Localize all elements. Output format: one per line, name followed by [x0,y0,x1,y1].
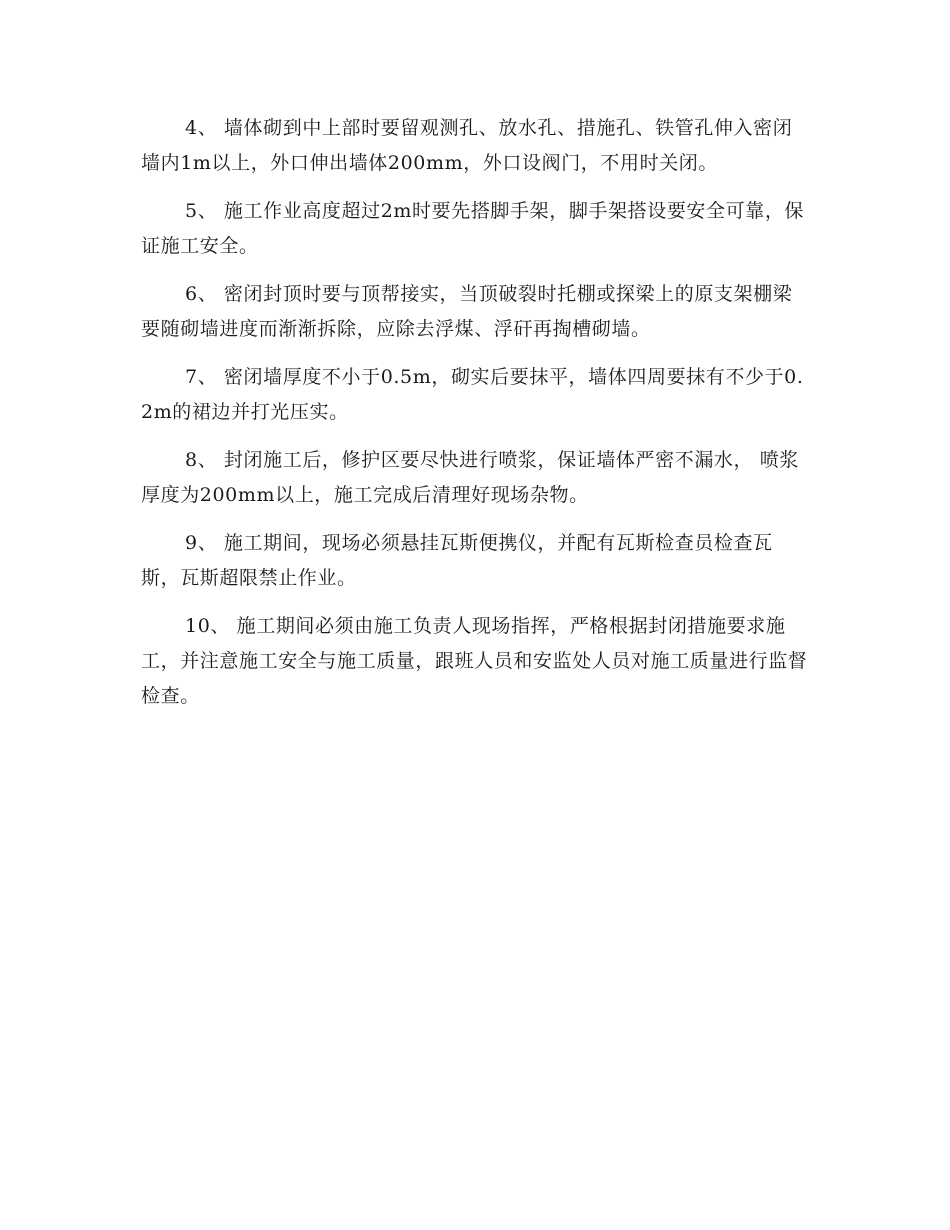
paragraph-item-7: 7、 密闭墙厚度不小于0.5m，砌实后要抹平，墙体四周要抹有不少于0.2m的裙边并打光压实。 [141,366,804,423]
paragraph-item-6: 6、 密闭封顶时要与顶帮接实，当顶破裂时托棚或探梁上的原支架棚梁要随砌墙进度而渐渐拆除，应除去浮煤、浮矸再掏槽砌墙。 [141,283,793,340]
paragraph-item-10: 10、 施工期间必须由施工负责人现场指挥，严格根据封闭措施要求施工，并注意施工安全与施工质量，跟班人员和安监处人员对施工质量进行监督检查。 [141,615,808,707]
paragraph-item-8: 8、 封闭施工后，修护区要尽快进行喷浆，保证墙体严密不漏水， 喷浆厚度为200mm以上，施工完成后清理好现场杂物。 [141,449,799,506]
paragraph-item-5: 5、 施工作业高度超过2m时要先搭脚手架，脚手架搭设要安全可靠，保证施工安全。 [141,200,805,257]
paragraph-item-4: 4、 墙体砌到中上部时要留观测孔、放水孔、措施孔、铁管孔伸入密闭墙内1m以上，外口伸出墙体200mm，外口设阀门，不用时关闭。 [141,117,793,174]
document-body [141,111,811,727]
paragraph-item-9: 9、 施工期间，现场必须悬挂瓦斯便携仪，并配有瓦斯检查员检查瓦斯，瓦斯超限禁止作业。 [141,532,773,589]
